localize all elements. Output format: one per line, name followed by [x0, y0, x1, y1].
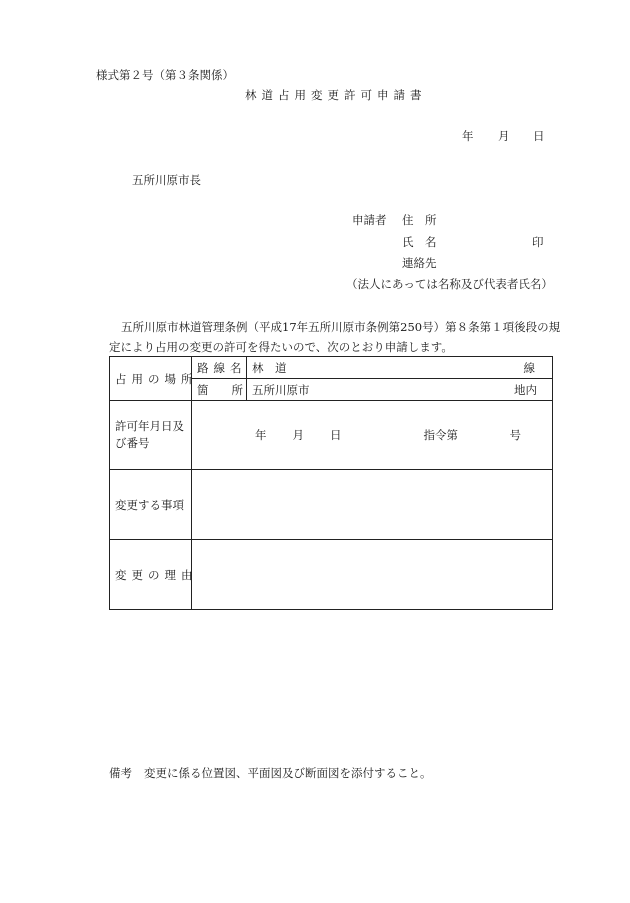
route-name-field[interactable]	[247, 357, 553, 379]
remarks-text: 変更に係る位置図、平面図及び断面図を添付すること。	[144, 766, 432, 780]
contact-label: 連絡先	[402, 256, 437, 270]
name-label: 氏 名	[402, 235, 437, 249]
place-field[interactable]	[247, 379, 553, 401]
application-table	[109, 356, 553, 610]
permit-day: 日	[330, 428, 342, 442]
address-label: 住 所	[402, 213, 437, 227]
body-line-2: 定により占用の変更の許可を得たいので、次のとおり申請します。	[109, 340, 453, 354]
route-suffix: 線	[523, 360, 535, 375]
route-prefix: 林 道	[252, 360, 287, 375]
document-title: 林道占用変更許可申請書	[245, 88, 427, 102]
remarks-label: 備考	[109, 766, 132, 780]
date-month: 月	[498, 129, 510, 143]
route-name-label: 路線名	[192, 357, 247, 379]
addressee: 五所川原市長	[132, 173, 201, 187]
change-item-field[interactable]	[192, 470, 553, 540]
permit-field[interactable]	[192, 401, 553, 470]
permit-month: 月	[292, 428, 304, 442]
table-row	[110, 357, 553, 379]
permit-label: 許可年月日及び番号	[110, 401, 192, 470]
applicant-label: 申請者	[352, 213, 387, 227]
corporate-note: （法人にあっては名称及び代表者氏名）	[346, 277, 553, 291]
place-value: 五所川原市	[252, 382, 310, 397]
date-day: 日	[533, 129, 545, 143]
change-reason-label: 変更の理由	[110, 540, 192, 610]
permit-number-suffix: 号	[509, 428, 521, 442]
place-label: 箇 所	[192, 379, 247, 401]
permit-year: 年	[255, 428, 267, 442]
change-item-label: 変更する事項	[110, 470, 192, 540]
location-label: 占用の場所	[110, 357, 192, 401]
place-suffix: 地内	[514, 382, 537, 397]
table-row	[110, 401, 553, 470]
permit-order: 指令第	[423, 428, 458, 442]
seal-mark: 印	[532, 235, 544, 249]
table-row	[110, 540, 553, 610]
form-number: 様式第２号（第３条関係）	[96, 68, 234, 82]
date-year: 年	[462, 129, 474, 143]
table-row	[110, 470, 553, 540]
change-reason-field[interactable]	[192, 540, 553, 610]
body-line-1: 五所川原市林道管理条例（平成17年五所川原市条例第250号）第８条第１項後段の規	[121, 320, 561, 334]
